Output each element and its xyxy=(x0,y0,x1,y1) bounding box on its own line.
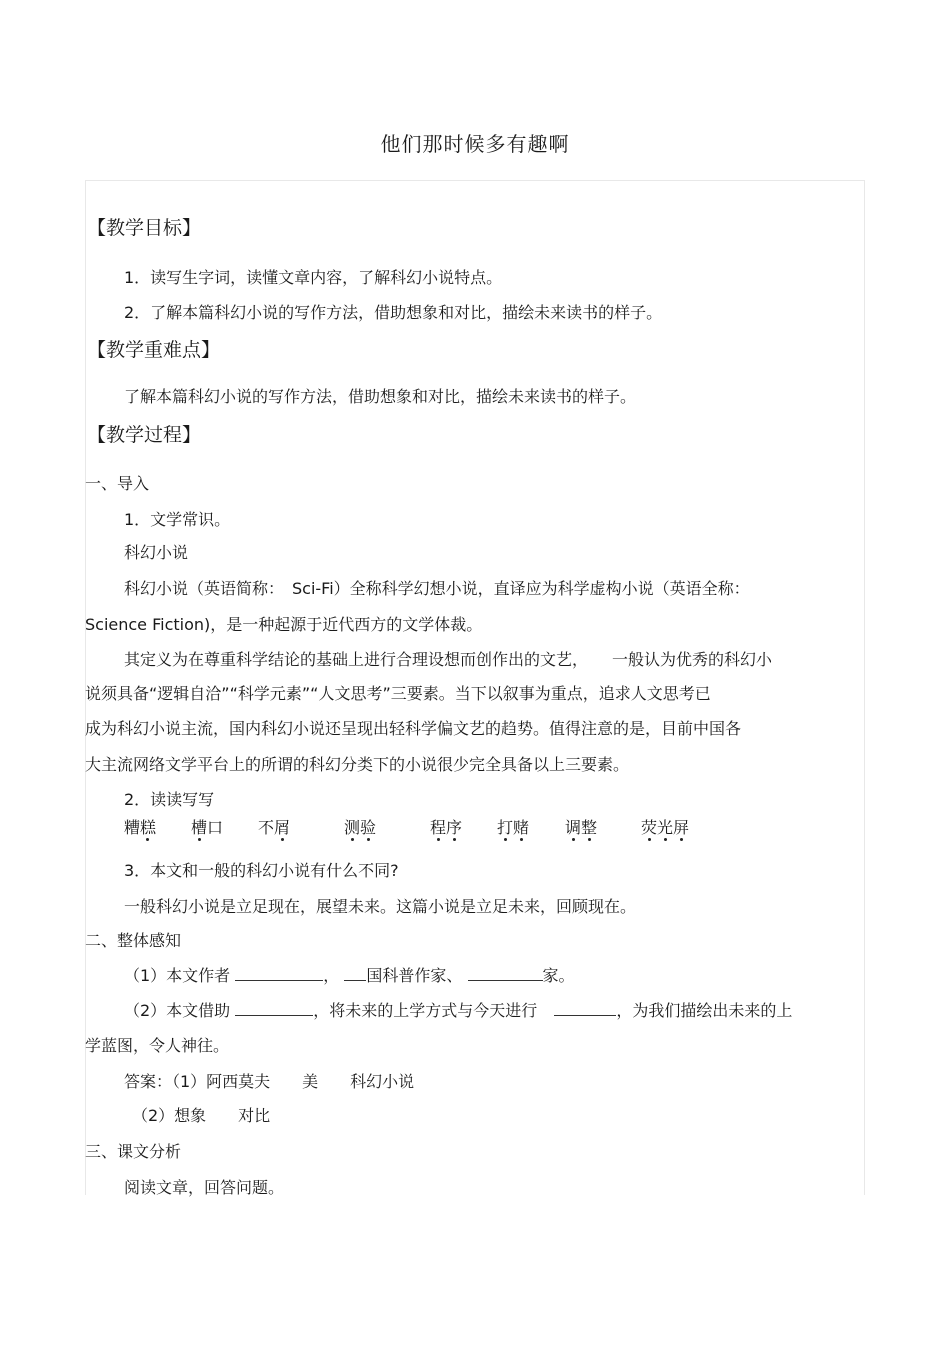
goal-item-2: 2．了解本篇科幻小说的写作方法，借助想象和对比，描绘未来读书的样子。 xyxy=(124,303,663,322)
answer-line-1: 答案：（1）阿西莫夫 美 科幻小说 xyxy=(124,1072,415,1091)
part3-heading: 三、课文分析 xyxy=(85,1142,182,1161)
scifi-para2-line1: 其定义为在尊重科学结论的基础上进行合理设想而创作出的文艺， 一般认为优秀的科幻小 xyxy=(124,650,773,669)
page-title: 他们那时候多有趣啊 xyxy=(380,132,570,156)
vocab-word: 调整 xyxy=(565,818,597,838)
answer-blank xyxy=(468,966,543,981)
question-2-line2: 学蓝图，令人神往。 xyxy=(85,1036,230,1055)
process-heading: 【教学过程】 xyxy=(87,424,202,446)
answer-blank xyxy=(554,1001,616,1016)
vocab-word: 不屑 xyxy=(258,818,290,838)
scifi-para1-line1: 科幻小说（英语简称： Sci-Fi）全称科学幻想小说，直译应为科学虚构小说（英语全称： xyxy=(124,579,750,598)
answer-line-2: （2）想象 对比 xyxy=(132,1106,271,1125)
part1-item-2: 2．读读写写 xyxy=(124,790,215,809)
part1-heading: 一、导入 xyxy=(85,474,150,493)
answer-blank xyxy=(235,966,323,981)
answer-blank xyxy=(344,966,366,981)
vocab-word: 程序 xyxy=(430,818,462,838)
vocab-word: 打赌 xyxy=(497,818,529,838)
vocab-word: 荧光屏 xyxy=(641,818,689,838)
difficulty-heading: 【教学重难点】 xyxy=(87,339,221,361)
scifi-para1-line2: Science Fiction)，是一种起源于近代西方的文学体裁。 xyxy=(85,615,483,634)
part1-item-3-answer: 一般科幻小说是立足现在，展望未来。这篇小说是立足未来，回顾现在。 xyxy=(124,897,637,916)
question-1: （1）本文作者 ， 国科普作家、 家。 xyxy=(124,966,575,985)
part2-heading: 二、整体感知 xyxy=(85,931,182,950)
scifi-para2-line3: 成为科幻小说主流，国内科幻小说还呈现出轻科学偏文艺的趋势。值得注意的是，目前中国各 xyxy=(85,719,742,738)
vocab-word: 糟糕 xyxy=(124,818,156,838)
vocab-word: 槽口 xyxy=(191,818,223,838)
part3-text: 阅读文章，回答问题。 xyxy=(124,1178,285,1197)
question-2: （2）本文借助 ，将未来的上学方式与今天进行 ，为我们描绘出未来的上 xyxy=(124,1001,793,1020)
difficulty-text: 了解本篇科幻小说的写作方法，借助想象和对比，描绘未来读书的样子。 xyxy=(124,387,637,406)
part1-item-1: 1．文学常识。 xyxy=(124,510,231,529)
part1-item-3: 3．本文和一般的科幻小说有什么不同? xyxy=(124,861,399,880)
scifi-para2-line2: 说须具备“逻辑自洽”“科学元素”“人文思考”三要素。当下以叙事为重点，追求人文思考已 xyxy=(85,684,711,703)
scifi-para2-line4: 大主流网络文学平台上的所谓的科幻分类下的小说很少完全具备以上三要素。 xyxy=(85,755,630,774)
part1-subtitle: 科幻小说 xyxy=(124,543,189,562)
goals-heading: 【教学目标】 xyxy=(87,217,202,239)
goal-item-1: 1．读写生字词，读懂文章内容，了解科幻小说特点。 xyxy=(124,268,503,287)
answer-blank xyxy=(235,1001,313,1016)
vocab-word: 测验 xyxy=(344,818,376,838)
